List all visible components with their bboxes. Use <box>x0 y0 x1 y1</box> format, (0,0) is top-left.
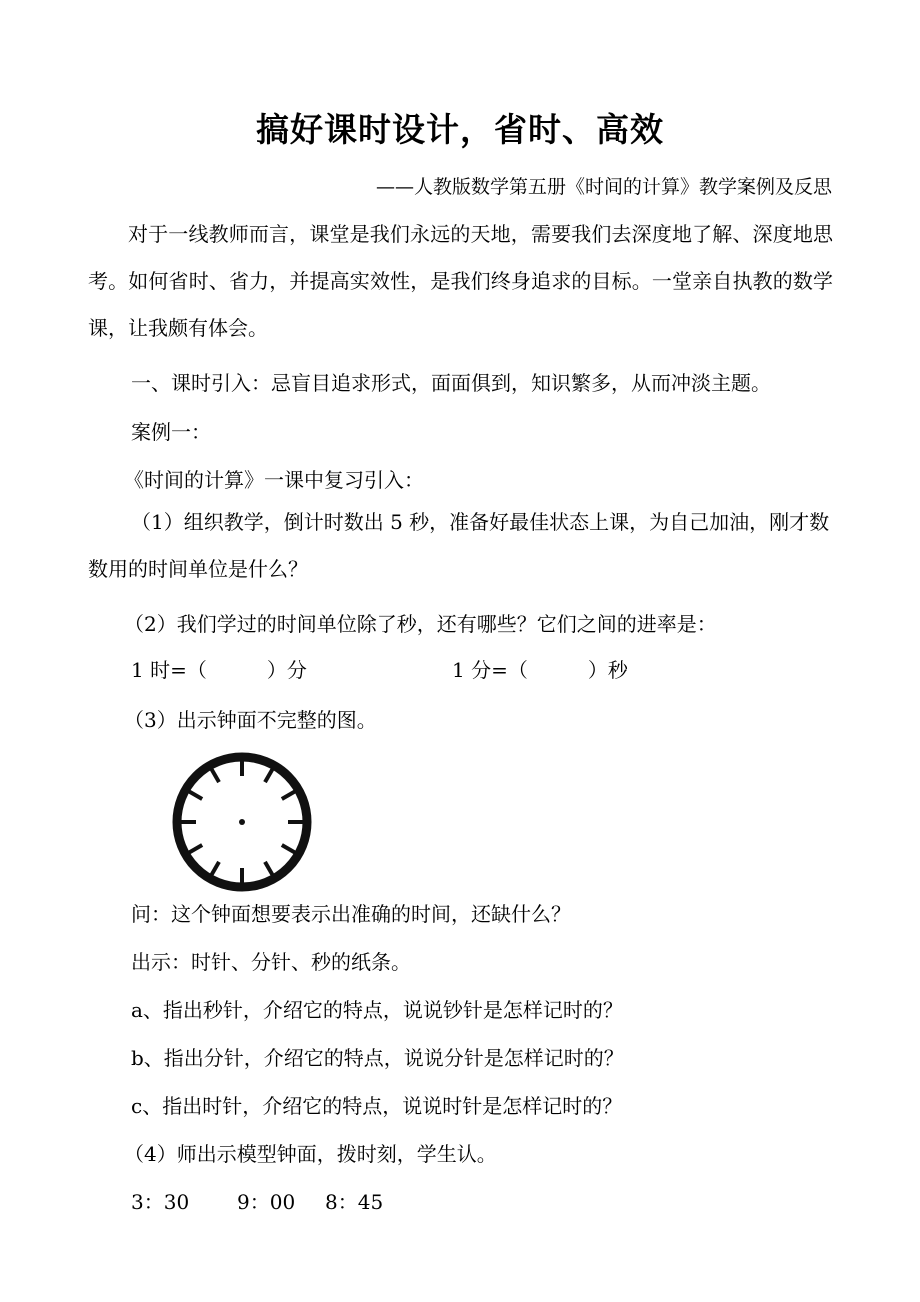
step-4: （4）师出示模型钟面，拨时刻，学生认。 <box>124 1142 497 1166</box>
formula-minute: 1 分=（ ）秒 <box>452 658 628 682</box>
clock-tick <box>189 792 202 800</box>
clock-face-icon <box>170 750 314 894</box>
case-label: 案例一： <box>131 420 211 444</box>
question-line: 问：这个钟面想要表示出准确的时间，还缺什么？ <box>131 902 571 926</box>
item-b: b、指出分针，介绍它的特点，说说分针是怎样记时的？ <box>131 1046 624 1070</box>
subtitle: ——人教版数学第五册《时间的计算》教学案例及反思 <box>375 176 832 198</box>
item-c: c、指出时针，介绍它的特点，说说时针是怎样记时的？ <box>131 1094 623 1118</box>
section-heading-1: 一、课时引入：忌盲目追求形式，面面俱到，知识繁多，从而冲淡主题。 <box>131 371 771 395</box>
time-item: 3：30 <box>131 1190 190 1214</box>
intro-paragraph: 对于一线教师而言，课堂是我们永远的天地，需要我们去深度地了解、深度地思考。如何省时、省力，并提高实效性，是我们终身追求的目标。一堂亲自执教的数学课，让我颇有体会。 <box>88 222 833 340</box>
item-a: a、指出秒针，介绍它的特点，说说钞针是怎样记时的？ <box>131 998 623 1022</box>
time-item: 8：45 <box>325 1190 384 1214</box>
clock-tick <box>212 862 220 875</box>
clock-tick <box>212 769 220 782</box>
clock-tick <box>282 845 295 853</box>
clock-tick <box>265 862 273 875</box>
lesson-line: 《时间的计算》一课中复习引入： <box>124 468 424 492</box>
clock-center-dot <box>239 819 245 825</box>
show-line: 出示：时针、分针、秒的纸条。 <box>131 950 411 974</box>
times-row <box>131 1186 383 1215</box>
clock-tick <box>265 769 273 782</box>
formula-hour: 1 时=（ ）分 <box>131 658 307 682</box>
step-1: （1）组织教学，倒计时数出 5 秒，准备好最佳状态上课，为自己加油，刚才数数用的时间单位是什么？ <box>88 510 830 581</box>
clock-tick <box>282 792 295 800</box>
clock-tick <box>189 845 202 853</box>
time-item: 9：00 <box>237 1190 296 1214</box>
step-2: （2）我们学过的时间单位除了秒，还有哪些？它们之间的进率是： <box>124 612 717 636</box>
step-3: （3）出示钟面不完整的图。 <box>124 708 377 732</box>
page-title: 搞好课时设计，省时、高效 <box>256 110 664 149</box>
